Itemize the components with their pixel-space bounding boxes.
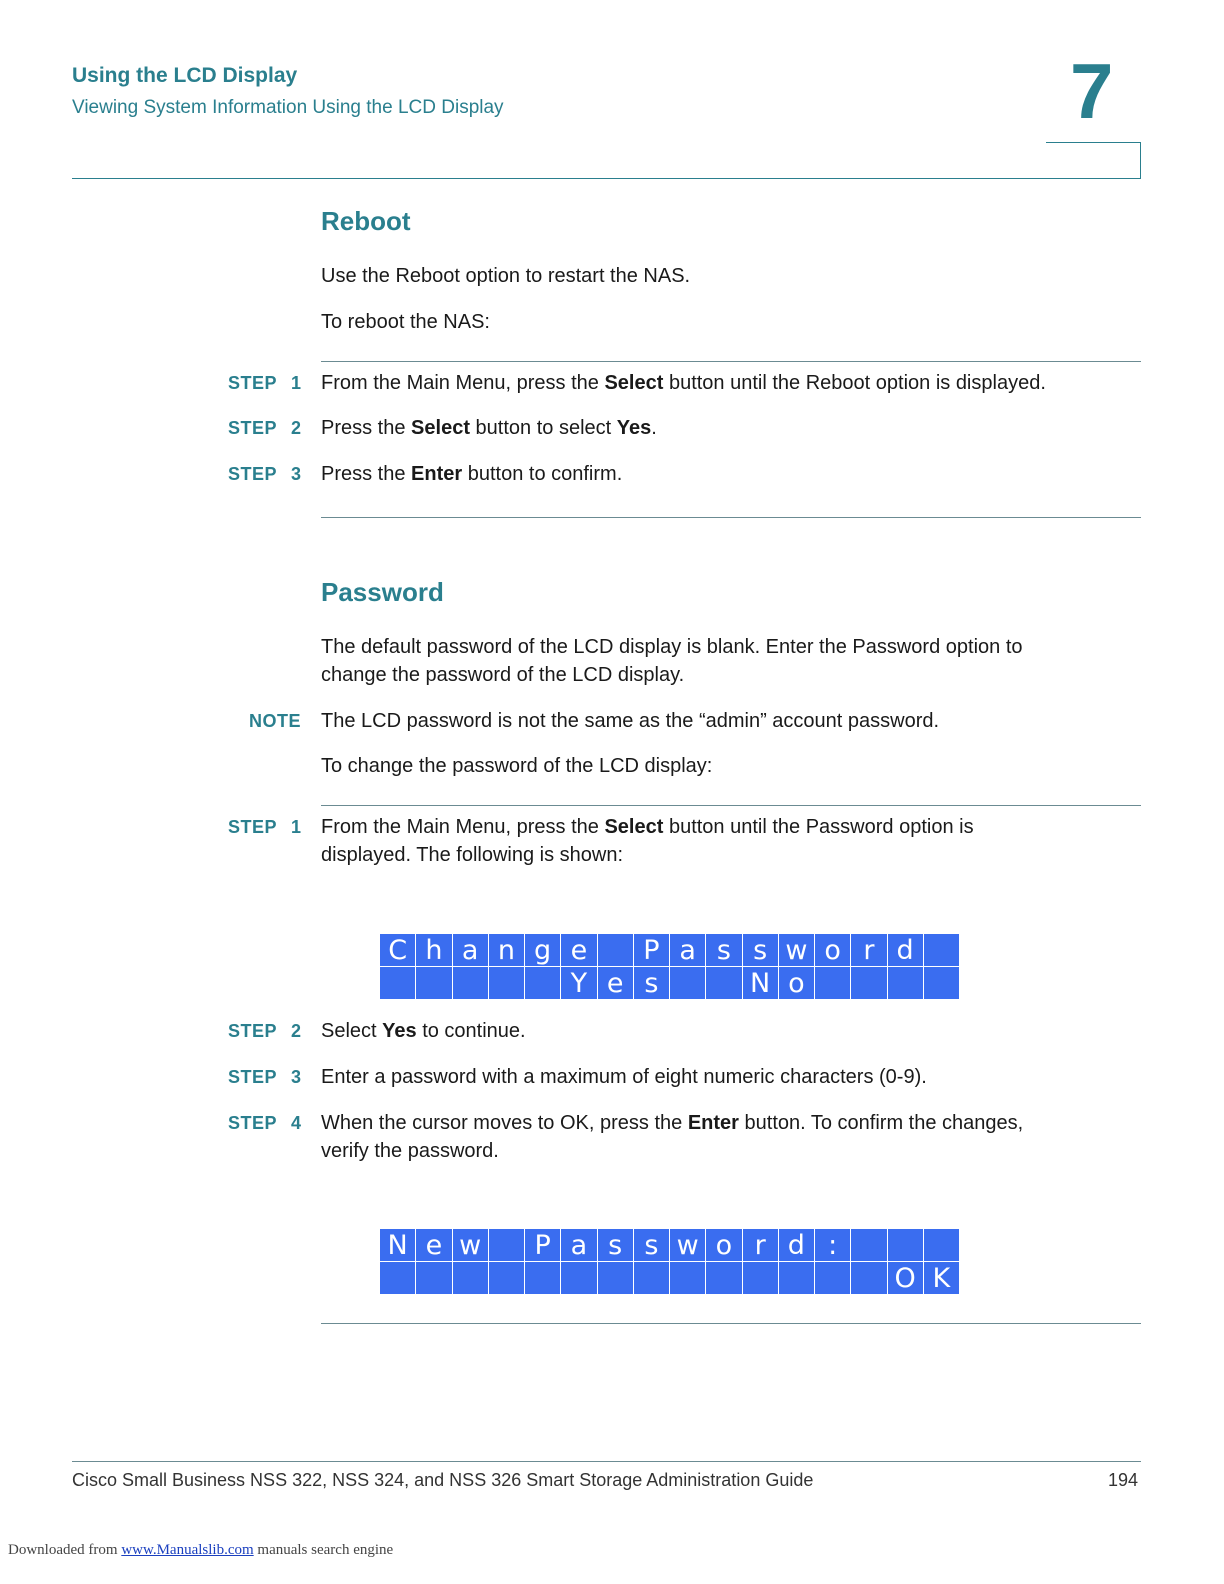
lcd-cell: d — [779, 1229, 815, 1262]
lcd-cell: g — [525, 934, 561, 967]
lcd-cell: s — [743, 934, 779, 967]
lcd-cell — [416, 967, 452, 1000]
password-intro-line2: change the password of the LCD display. — [321, 664, 685, 686]
lcd-cell — [743, 1262, 779, 1295]
password-step-3-text: Enter a password with a maximum of eight numeric characters (0-9). — [321, 1066, 927, 1088]
password-step-3-label: STEP — [228, 1067, 278, 1087]
reboot-step-2-label: STEP — [228, 418, 278, 438]
password-step-1-number: 1 — [291, 817, 302, 837]
lcd-cell: O — [888, 1262, 924, 1295]
password-intro-line1: The default password of the LCD display is blank. Enter the Password option to — [321, 636, 1023, 658]
lcd-new-password-display — [379, 1228, 961, 1296]
lcd-cell: a — [453, 934, 489, 967]
lcd-cell — [489, 967, 525, 1000]
password-step-4-text: When the cursor moves to OK, press the Enter button. To confirm the changes, — [321, 1112, 1024, 1134]
reboot-steps-bottom-rule — [321, 517, 1141, 518]
lcd-cell — [888, 967, 924, 1000]
footer-page-number: 194 — [1108, 1470, 1139, 1490]
lcd-cell: : — [815, 1229, 851, 1262]
lcd-cell: o — [779, 967, 815, 1000]
password-steps-top-rule — [321, 805, 1141, 806]
lcd-cell: Y — [561, 967, 597, 1000]
lcd-cell: r — [743, 1229, 779, 1262]
password-steps-bottom-rule — [321, 1323, 1141, 1324]
lcd-cell — [670, 967, 706, 1000]
chapter-title: Using the LCD Display — [72, 64, 298, 87]
lcd-cell — [525, 1262, 561, 1295]
lcd-cell — [924, 1229, 960, 1262]
lcd-cell — [851, 1229, 887, 1262]
download-suffix: manuals search engine — [253, 1542, 394, 1558]
lcd-cell — [851, 1262, 887, 1295]
lcd-cell: P — [525, 1229, 561, 1262]
lcd-cell — [598, 1262, 634, 1295]
reboot-steps-top-rule — [321, 361, 1141, 362]
header-divider — [72, 178, 1141, 179]
lcd-cell: w — [779, 934, 815, 967]
reboot-step-1-label: STEP — [228, 373, 278, 393]
lcd-cell: a — [561, 1229, 597, 1262]
lcd-cell — [924, 934, 960, 967]
lcd-cell: N — [380, 1229, 416, 1262]
chapter-number: 7 — [1070, 47, 1114, 135]
lcd-cell: P — [634, 934, 670, 967]
password-step-3-number: 3 — [291, 1067, 302, 1087]
lcd-cell: r — [851, 934, 887, 967]
password-step-2-number: 2 — [291, 1021, 302, 1041]
lcd-cell: C — [380, 934, 416, 967]
lcd-cell — [598, 934, 634, 967]
lcd-cell — [670, 1262, 706, 1295]
password-step-2-text: Select Yes to continue. — [321, 1020, 526, 1042]
lcd-cell — [453, 1262, 489, 1295]
note-label: NOTE — [249, 711, 302, 731]
lcd-cell — [779, 1262, 815, 1295]
lcd-cell — [815, 967, 851, 1000]
lcd-cell — [380, 967, 416, 1000]
lcd-cell — [706, 967, 742, 1000]
lcd-cell — [888, 1229, 924, 1262]
reboot-step-2-number: 2 — [291, 418, 302, 438]
reboot-step-3-text: Press the Enter button to confirm. — [321, 463, 623, 485]
password-step-1-label: STEP — [228, 817, 278, 837]
lcd-cell — [815, 1262, 851, 1295]
lcd-cell — [453, 967, 489, 1000]
password-step-4-text-line2: verify the password. — [321, 1140, 499, 1162]
reboot-step-1-number: 1 — [291, 373, 302, 393]
lcd-cell — [706, 1262, 742, 1295]
lcd-cell — [489, 1262, 525, 1295]
footer-divider — [72, 1461, 1141, 1462]
password-step-2-label: STEP — [228, 1021, 278, 1041]
reboot-lead: To reboot the NAS: — [321, 311, 490, 333]
lcd-cell — [416, 1262, 452, 1295]
lcd-cell: n — [489, 934, 525, 967]
lcd-cell: e — [598, 967, 634, 1000]
lcd-cell — [380, 1262, 416, 1295]
reboot-step-1-text: From the Main Menu, press the Select button until the Reboot option is displayed. — [321, 372, 1046, 394]
lcd-cell: w — [453, 1229, 489, 1262]
lcd-change-password-display — [379, 933, 961, 1001]
password-step-1-text-line2: displayed. The following is shown: — [321, 844, 624, 866]
lcd-cell: N — [743, 967, 779, 1000]
lcd-cell — [634, 1262, 670, 1295]
lcd-cell: d — [888, 934, 924, 967]
lcd-cell: s — [706, 934, 742, 967]
note-text: The LCD password is not the same as the “admin” account password. — [321, 710, 940, 732]
lcd-cell: s — [634, 967, 670, 1000]
reboot-heading: Reboot — [321, 206, 411, 236]
download-note — [8, 1542, 393, 1559]
chapter-box — [1046, 142, 1141, 179]
manualslib-link[interactable]: www.Manualslib.com — [121, 1542, 254, 1558]
lcd-cell: h — [416, 934, 452, 967]
lcd-cell: e — [561, 934, 597, 967]
lcd-cell — [561, 1262, 597, 1295]
lcd-cell — [924, 967, 960, 1000]
lcd-cell: s — [598, 1229, 634, 1262]
lcd-cell — [525, 967, 561, 1000]
password-heading: Password — [321, 577, 444, 607]
reboot-step-2-text: Press the Select button to select Yes. — [321, 417, 657, 439]
lcd-cell: o — [815, 934, 851, 967]
lcd-cell: e — [416, 1229, 452, 1262]
section-subtitle: Viewing System Information Using the LCD Display — [72, 97, 504, 118]
lcd-cell: s — [634, 1229, 670, 1262]
lcd-cell — [851, 967, 887, 1000]
password-lead: To change the password of the LCD display: — [321, 755, 713, 777]
lcd-cell: w — [670, 1229, 706, 1262]
download-prefix: Downloaded from — [8, 1542, 122, 1558]
reboot-step-3-number: 3 — [291, 464, 302, 484]
lcd-cell: o — [706, 1229, 742, 1262]
lcd-cell — [489, 1229, 525, 1262]
password-step-4-number: 4 — [291, 1113, 302, 1133]
reboot-step-3-label: STEP — [228, 464, 278, 484]
password-step-4-label: STEP — [228, 1113, 278, 1133]
lcd-cell: a — [670, 934, 706, 967]
footer-guide-title: Cisco Small Business NSS 322, NSS 324, and NSS 326 Smart Storage Administration Guide — [72, 1470, 814, 1490]
lcd-cell: K — [924, 1262, 960, 1295]
reboot-intro: Use the Reboot option to restart the NAS. — [321, 265, 691, 287]
password-step-1-text: From the Main Menu, press the Select button until the Password option is — [321, 816, 974, 838]
